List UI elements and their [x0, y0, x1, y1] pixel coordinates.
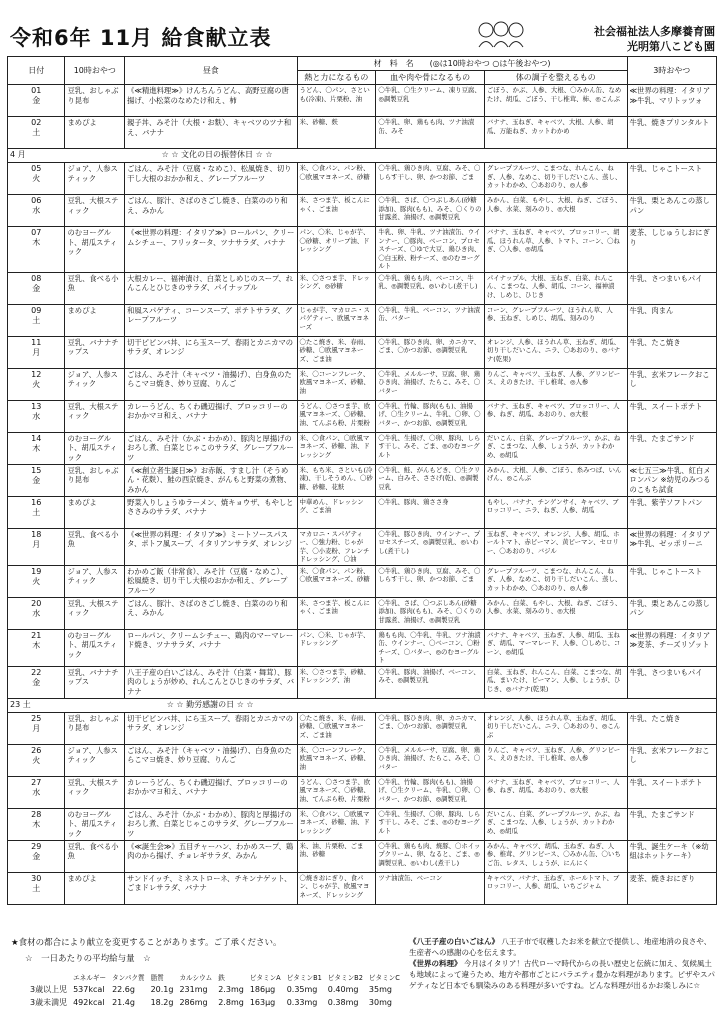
protein-foods-cell: 〇牛乳、さば、〇つぶしあん(砂糖添加)、豚肉(もも)、みそ、〇くりの甘露煮、油揚げ、◎調製豆乳	[376, 195, 485, 227]
pm-snack-cell: 牛乳、さつまいもパイ	[627, 666, 716, 698]
menu-table	[7, 56, 717, 905]
protein-foods-cell: 〇牛乳、豚肉、鶏ささ身	[376, 496, 485, 528]
lunch-cell: 切干ピビンバ丼、にら玉スープ、春雨とカニカマのサラダ、オレンジ	[125, 712, 297, 744]
day-number: 13	[31, 401, 42, 411]
nutrition-value: 0.40mg	[327, 985, 359, 994]
date-cell	[8, 629, 65, 666]
lunch-cell: ごはん、みそ汁（豆腐・なめこ）、松風焼き、切り干し大根のおかか和え、グレープフルーツ	[125, 163, 297, 195]
lunch-cell: 《≪創立者生誕日≫》お赤飯、すまし汁（そうめん・花麩）、鮭の西京焼き、がんもと野菜の煮物、みかん	[125, 464, 297, 496]
vitamin-foods-cell: りんご、キャベツ、玉ねぎ、人参、グリンピース、えのきたけ、干し椎茸、◎人参	[484, 744, 627, 776]
day-number: 21	[31, 630, 42, 640]
lunch-cell: ごはん、みそ汁（キャベツ・油揚げ）、白身魚のたらこマヨ焼き、炒り豆腐、りんご	[125, 368, 297, 400]
holiday-row	[8, 698, 717, 712]
day-number: 07	[31, 228, 42, 237]
date-cell	[8, 432, 65, 464]
vitamin-foods-cell: グレープフルーツ、こまつな、れんこん、ねぎ、人参、なめこ、切り干しだいこん、蒸し、カットわかめ、〇あおのり、◎人参	[484, 163, 627, 195]
vitamin-foods-cell: オレンジ、人参、ほうれん草、玉ねぎ、胡瓜、切り干しだいこん、ニラ、〇あおのり、◎こんぶ	[484, 712, 627, 744]
nutrition-value: 231mg	[179, 985, 208, 994]
date-cell	[8, 565, 65, 597]
am-snack-cell: 豆乳、大根スティック	[65, 400, 125, 432]
menu-day-row	[8, 840, 717, 872]
lunch-cell: ロールパン、クリームシチュー、鶏肉のマーマレード焼き、ツナサラダ、バナナ	[125, 629, 297, 666]
pm-snack-cell: ≪世界の料理：イタリア≫牛乳、ゼッポリーニ	[627, 528, 716, 565]
energy-foods-cell: 米、〇食パン、パン粉、〇欧風マヨネーズ、砂糖	[297, 565, 376, 597]
lunch-cell: 切干ピビンバ丼、にら玉スープ、春雨とカニカマのサラダ、オレンジ	[125, 336, 297, 368]
pm-snack-cell: 牛乳、焼きプリンタルト	[627, 117, 716, 149]
weekday: 土	[32, 507, 41, 517]
lunch-cell: 野菜入りしょうゆラーメン、焼キョウザ、もやしとささみのサラダ、バナナ	[125, 496, 297, 528]
protein-foods-cell: 〇牛乳、豚ひき肉、卵、カニカマ、ごま、〇かつお節、◎調製豆乳	[376, 712, 485, 744]
change-notice: ★食材の都合により献立を変更することがあります。ご了承ください。	[11, 938, 282, 948]
vitamin-foods-cell: だいこん、白菜、グレープフルーツ、かぶ、ねぎ、こまつな、人参、しょうが、カットわかめ、◎胡瓜	[484, 432, 627, 464]
pm-snack-cell: ≪世界の料理：イタリア≫牛乳、マリトッツォ	[627, 85, 716, 117]
day-number: 25	[31, 713, 42, 723]
protein-foods-cell: 〇牛乳、生揚げ、〇卵、豚肉、しらす干し、みそ、ごま、◎のむヨーグルト	[376, 432, 485, 464]
pm-snack-cell: 牛乳、栗とあんこの蒸しパン	[627, 195, 716, 227]
weekday: 水	[32, 787, 41, 797]
day-number: 29	[31, 841, 42, 851]
weekday: 木	[32, 640, 41, 650]
children-mascot-icon	[476, 20, 526, 48]
energy-foods-cell: 〇焼きおにぎり、食パン、じゃが芋、欧風マヨネーズ、ドレッシング	[297, 872, 376, 904]
col-lunch-header: 昼食	[125, 57, 297, 85]
weekday: 水	[32, 608, 41, 618]
am-snack-cell: 豆乳、大根スティック	[65, 776, 125, 808]
nutrition-header: エネルギー	[73, 973, 107, 982]
col-energy-header: 熱と力になるもの	[297, 71, 376, 85]
vitamin-foods-cell: キャベツ、バナナ、玉ねぎ、ホールトマト、ブロッコリー、人参、胡瓜、いちごジャム	[484, 872, 627, 904]
am-snack-cell: 豆乳、おしゃぶり昆布	[65, 85, 125, 117]
energy-foods-cell: 米、〇食パン、〇欧風マヨネーズ、砂糖、油、ドレッシング	[297, 808, 376, 840]
col-protein-header: 血や肉や骨になるもの	[376, 71, 485, 85]
weekday: 月	[32, 539, 41, 549]
nutrition-header: カルシウム	[179, 973, 213, 982]
weekday: 月	[32, 347, 41, 357]
am-snack-cell: 豆乳、食べる小魚	[65, 528, 125, 565]
date-cell	[8, 400, 65, 432]
nutrition-header: ビタミンB2	[327, 973, 363, 982]
nutrition-header: 脂質	[150, 973, 164, 982]
pm-snack-cell: 牛乳、たこ焼き	[627, 336, 716, 368]
energy-foods-cell: うどん、〇さつま芋、欧風マヨネーズ、〇砂糖、油、てんぷら粉、片栗粉	[297, 400, 376, 432]
col-date-header: 日付	[8, 57, 65, 85]
age-group-label: 3歳以上児	[30, 985, 68, 994]
date-cell	[8, 496, 65, 528]
day-number: 22	[31, 667, 42, 677]
date-cell	[8, 195, 65, 227]
vitamin-foods-cell: みかん、大根、人参、ごぼう、糸みつば、いんげん、◎こんぶ	[484, 464, 627, 496]
am-snack-cell: 豆乳、食べる小魚	[65, 272, 125, 304]
day-number: 14	[31, 433, 42, 443]
am-snack-cell: 豆乳、大根スティック	[65, 195, 125, 227]
nutrition-header: ビタミンB1	[286, 973, 322, 982]
weekday: 金	[32, 96, 41, 105]
weekday: 火	[32, 379, 41, 389]
date-cell	[8, 808, 65, 840]
am-snack-cell: 豆乳、バナナチップス	[65, 666, 125, 698]
vitamin-foods-cell: オレンジ、人参、ほうれん草、玉ねぎ、胡瓜、切り干しだいこん、ニラ、〇あおのり、◎バナナ(乾果)	[484, 336, 627, 368]
lunch-cell: カレーうどん、ちくわ磯辺揚げ、ブロッコリーのおかかマヨ和え、バナナ	[125, 776, 297, 808]
menu-day-row	[8, 808, 717, 840]
lunch-cell: ごはん、みそ汁（かぶ・わかめ）、豚肉と厚揚げのおろし煮、白菜とじゃこのサラダ、グレープフルーツ	[125, 808, 297, 840]
day-number: 05	[31, 164, 42, 173]
menu-day-row	[8, 272, 717, 304]
vitamin-foods-cell: バナナ、玉ねぎ、キャベツ、ブロッコリー、胡瓜、ほうれん草、人参、トマト、コーン、〇ねぎ、〇人参、◎胡瓜	[484, 227, 627, 273]
lunch-cell: 《≪世界の料理：イタリア≫》ロールパン、クリームシチュー、フリッタータ、ツナサラダ、バナナ	[125, 227, 297, 273]
am-snack-cell: まめぴよ	[65, 304, 125, 336]
pm-snack-cell: 牛乳、玄米フレークおこし	[627, 744, 716, 776]
world-cuisine-note: 今月はイタリア！古代ローマ時代からの長い歴史と伝統に加え、気候風土も地域によって違うため、地方や都市ごとにバラエティ豊かな料理があります。ピザやスパゲティなど日本でも馴染みのある料理が多いですね。どんな料理が出るかお楽しみに☆	[409, 959, 715, 990]
am-snack-cell: 豆乳、おしゃぶり昆布	[65, 464, 125, 496]
protein-foods-cell: 〇牛乳、牛乳、ベーコン、ツナ油漬缶、バター	[376, 304, 485, 336]
energy-foods-cell: 米、〇さつま芋、ドレッシング、◎砂糖	[297, 272, 376, 304]
energy-foods-cell: 米、〇さつま芋、砂糖、ドレッシング、油	[297, 666, 376, 698]
nutrition-value: 22.6g	[112, 985, 135, 994]
nutrition-table	[27, 970, 403, 1009]
weekday: 金	[32, 475, 41, 485]
organization-name: 社会福祉法人多摩養育園 光明第八こども園	[594, 25, 715, 53]
menu-day-row	[8, 872, 717, 904]
am-snack-cell: 豆乳、食べる小魚	[65, 840, 125, 872]
pm-snack-cell: 牛乳、誕生ケーキ（※幼組はホットケーキ）	[627, 840, 716, 872]
nutrition-value: 492kcal	[73, 998, 105, 1007]
page-footer	[7, 934, 717, 1020]
am-snack-cell: まめぴよ	[65, 117, 125, 149]
weekday: 木	[32, 819, 41, 829]
nutrition-value: 20.1g	[150, 985, 174, 994]
menu-day-row	[8, 712, 717, 744]
lunch-cell: 《≪世界の料理：イタリア≫》ミートソースパスタ、ポトフ風スープ、イタリアンサラダ、オレンジ	[125, 528, 297, 565]
menu-day-row	[8, 629, 717, 666]
nutrition-value: 21.4g	[112, 998, 135, 1007]
age-group-label: 3歳未満児	[30, 998, 68, 1007]
am-snack-cell: ジョア、人参スティック	[65, 163, 125, 195]
nutrition-value: 186μg	[249, 985, 276, 994]
energy-foods-cell: 米、さつま芋、板こんにゃく、ごま油	[297, 195, 376, 227]
nutrition-value: 286mg	[179, 998, 208, 1007]
date-cell	[8, 368, 65, 400]
date-cell	[8, 464, 65, 496]
pm-snack-cell: ≪世界の料理：イタリア≫麦茶、チーズリゾット	[627, 629, 716, 666]
pm-snack-cell: ≪七五三≫牛乳、紅白メロンパン ※幼児のみつるのこもち試食	[627, 464, 716, 496]
date-cell	[8, 872, 65, 904]
day-number: 06	[31, 196, 42, 205]
date-cell	[8, 336, 65, 368]
pm-snack-cell: 牛乳、たこ焼き	[627, 712, 716, 744]
weekday: 金	[32, 851, 41, 861]
energy-foods-cell: うどん、〇パン、さといも(冷凍)、片栗粉、油	[297, 85, 376, 117]
am-snack-cell: ジョア、人参スティック	[65, 744, 125, 776]
day-number: 12	[31, 369, 42, 379]
protein-foods-cell: 〇牛乳、メルルーサ、豆腐、卵、鶏ひき肉、油揚げ、たらこ、みそ、〇バター	[376, 744, 485, 776]
weekday: 月	[32, 723, 41, 733]
page-header	[4, 4, 719, 56]
nutrition-value: 18.2g	[150, 998, 174, 1007]
protein-foods-cell: 〇牛乳、生揚げ、〇卵、豚肉、しらす干し、みそ、ごま、◎のむヨーグルト	[376, 808, 485, 840]
day-number: 19	[31, 566, 42, 576]
weekday: 木	[32, 238, 41, 247]
energy-foods-cell: 〇たこ焼き、米、春雨、砂糖、〇欧風マヨネーズ、ごま油	[297, 336, 376, 368]
protein-foods-cell: 〇牛乳、卵、鶏もも肉、ツナ油漬缶、みそ	[376, 117, 485, 149]
pm-snack-cell: 牛乳、栗とあんこの蒸しパン	[627, 597, 716, 629]
nutrition-header: タンパク質	[112, 973, 145, 982]
weekday: 金	[32, 677, 41, 687]
vitamin-foods-cell: グレープフルーツ、こまつな、れんこん、ねぎ、人参、なめこ、切り干しだいこん、蒸し、カットわかめ、〇あおのり、◎人参	[484, 565, 627, 597]
energy-foods-cell: 米、油、片栗粉、ごま油、砂糖	[297, 840, 376, 872]
protein-foods-cell: 〇牛乳、メルルーサ、豆腐、卵、鶏ひき肉、油揚げ、たらこ、みそ、〇バター	[376, 368, 485, 400]
nutrition-row	[27, 983, 403, 996]
energy-foods-cell: 〇たこ焼き、米、春雨、砂糖、〇欧風マヨネーズ、ごま油	[297, 712, 376, 744]
weekday: 火	[32, 755, 41, 765]
weekday: 土	[32, 883, 41, 893]
am-snack-cell: 豆乳、おしゃぶり昆布	[65, 712, 125, 744]
energy-foods-cell: じゃが芋、マカロニ・スパゲティー、欧風マヨネーズ	[297, 304, 376, 336]
nutrition-value: 2.8mg	[218, 998, 244, 1007]
am-snack-cell: ジョア、人参スティック	[65, 368, 125, 400]
energy-foods-cell: 米、〇コーンフレーク、欧風マヨネーズ、砂糖、油	[297, 368, 376, 400]
nutrition-value: 2.3mg	[218, 985, 244, 994]
weekday: 水	[32, 206, 41, 215]
date-cell	[8, 528, 65, 565]
day-number: 26	[31, 745, 42, 755]
pm-snack-cell: 麦茶、焼きおにぎり	[627, 872, 716, 904]
world-cuisine-note-title: 《世界の料理》	[409, 959, 462, 968]
protein-foods-cell: 〇牛乳、豚ひき肉、卵、カニカマ、ごま、〇かつお節、◎調製豆乳	[376, 336, 485, 368]
menu-day-row	[8, 336, 717, 368]
vitamin-foods-cell: 白菜、玉ねぎ、れんこん、白菜、こまつな、胡瓜、まいたけ、ピーマン、人参、しょうが、ひじき、◎バナナ(乾果)	[484, 666, 627, 698]
menu-day-row	[8, 744, 717, 776]
nutrition-header: 鉄	[218, 973, 225, 982]
menu-day-row	[8, 496, 717, 528]
pm-snack-cell: 牛乳、さつまいもパイ	[627, 272, 716, 304]
nutrition-value: 163μg	[249, 998, 276, 1007]
pm-snack-cell: 牛乳、肉まん	[627, 304, 716, 336]
protein-foods-cell: 〇牛乳、鶏ひき肉、豆腐、みそ、〇しらす干し、卵、かつお節、ごま	[376, 565, 485, 597]
local-rice-note-title: 《八王子産の白いごはん》	[409, 937, 499, 946]
date-cell	[8, 304, 65, 336]
date-cell	[8, 117, 65, 149]
vitamin-foods-cell: コーン、グレープフルーツ、ほうれん草、人参、玉ねぎ、しめじ、胡瓜、刻みのり	[484, 304, 627, 336]
col-pm-snack-header: 3時おやつ	[627, 57, 716, 85]
energy-foods-cell: 米、砂糖、麩	[297, 117, 376, 149]
protein-foods-cell: 〇牛乳、竹輪、豚肉(もも)、油揚げ、〇生クリーム、牛乳、〇卵、〇バター、かつお節、◎調製豆乳	[376, 776, 485, 808]
date-cell	[8, 163, 65, 195]
pm-snack-cell: 牛乳、スイートポテト	[627, 776, 716, 808]
menu-day-row	[8, 304, 717, 336]
nutrition-value: 0.35mg	[286, 985, 318, 994]
page-title: 令和6年 11月 給食献立表	[10, 26, 272, 50]
lunch-cell: 和風スパゲティ、コーンスープ、ポテトサラダ、グレープフルーツ	[125, 304, 297, 336]
energy-foods-cell: 米、もち米、さといも(冷凍)、干しそうめん、〇砂糖、砂糖、花麩	[297, 464, 376, 496]
pm-snack-cell: 牛乳、たまごサンド	[627, 432, 716, 464]
holiday-text: 4 月 ☆ ☆ 文化の日の振替休日 ☆ ☆	[8, 149, 717, 163]
menu-day-row	[8, 528, 717, 565]
date-cell	[8, 85, 65, 117]
nutrition-header: ビタミンA	[249, 973, 281, 982]
lunch-cell: カレーうどん、ちくわ磯辺揚げ、ブロッコリーのおかかマヨ和え、バナナ	[125, 400, 297, 432]
nutrition-title: ☆ 一日あたりの平均給与量 ☆	[25, 954, 151, 964]
lunch-cell: ごはん、豚汁、さばのさごし焼き、白菜ののり和え、みかん	[125, 597, 297, 629]
protein-foods-cell: 〇牛乳、鶏ひき肉、豆腐、みそ、〇しらす干し、卵、かつお節、ごま	[376, 163, 485, 195]
menu-day-row	[8, 400, 717, 432]
vitamin-foods-cell: もやし、バナナ、チンゲンサイ、キャベツ、ブロッコリー、ニラ、ねぎ、人参、胡瓜	[484, 496, 627, 528]
lunch-cell: 大根カレー、福神漬け、白菜としめじのスープ、れんこんとひじきのサラダ、パイナップル	[125, 272, 297, 304]
menu-day-row	[8, 368, 717, 400]
menu-day-row	[8, 565, 717, 597]
date-cell	[8, 597, 65, 629]
am-snack-cell: 豆乳、バナナチップス	[65, 336, 125, 368]
pm-snack-cell: 麦茶、しじゅうしおにぎり	[627, 227, 716, 273]
nutrition-value: 537kcal	[73, 985, 105, 994]
protein-foods-cell: 鶏もも肉、〇牛乳、牛乳、ツナ油漬缶、ウインナー、〇ベーコン、〇粉チーズ、〇バター、◎のむヨーグルト	[376, 629, 485, 666]
lunch-cell: サンドイッチ、ミネストローネ、チキンナゲット、ごまドレサラダ、バナナ	[125, 872, 297, 904]
day-number: 30	[31, 873, 42, 883]
day-number: 15	[31, 465, 42, 475]
energy-foods-cell: うどん、〇さつま芋、欧風マヨネーズ、〇砂糖、油、てんぷら粉、片栗粉	[297, 776, 376, 808]
nutrition-value: 0.33mg	[286, 998, 318, 1007]
weekday: 金	[32, 283, 41, 293]
menu-day-row	[8, 432, 717, 464]
am-snack-cell: まめぴよ	[65, 496, 125, 528]
energy-foods-cell: 米、〇食パン、パン粉、〇欧風マヨネーズ、砂糖	[297, 163, 376, 195]
weekday: 木	[32, 443, 41, 453]
day-number: 27	[31, 777, 42, 787]
protein-foods-cell: 〇牛乳、鶏もも肉、焼豚、〇ホイップクリーム、卵、なると、ごま、◎調製豆乳、◎いわし(煮干し)	[376, 840, 485, 872]
protein-foods-cell: 〇牛乳、鮭、がんもどき、〇生クリーム、白みそ、ささげ(乾)、◎調製豆乳	[376, 464, 485, 496]
weekday: 土	[32, 315, 41, 325]
date-cell	[8, 840, 65, 872]
lunch-cell: 八王子産の白いごはん、みそ汁（白菜・舞茸）、豚肉のしょうが炒め、れんこんとひじきのサラダ、バナナ	[125, 666, 297, 698]
protein-foods-cell: 〇牛乳、〇生クリーム、凍り豆腐、◎調製豆乳	[376, 85, 485, 117]
vitamin-foods-cell: バナナ、玉ねぎ、キャベツ、大根、人参、胡瓜、万能ねぎ、カットわかめ	[484, 117, 627, 149]
lunch-cell: わかめご飯（非常食）、みそ汁（豆腐・なめこ）、松風焼き、切り干し大根のおかか和え、グレープフルーツ	[125, 565, 297, 597]
menu-day-row	[8, 163, 717, 195]
menu-notes	[409, 936, 717, 991]
protein-foods-cell: 牛乳、卵、牛乳、ツナ油漬缶、ウインナー、〇豚肉、ベーコン、プロセスチーズ、〇ゆで大豆、鶏ひき肉、〇白玉粉、粉チーズ、◎のむヨーグルト	[376, 227, 485, 273]
vitamin-foods-cell: 玉ねぎ、キャベツ、オレンジ、人参、胡瓜、ホールトマト、赤ピーマン、黄ピーマン、セロリー、〇あおのり、バジル	[484, 528, 627, 565]
energy-foods-cell: マカロニ・スパゲティー、〇強力粉、じゃが芋、〇小麦粉、フレンチドレッシング、〇油	[297, 528, 376, 565]
protein-foods-cell: 〇牛乳、竹輪、豚肉(もも)、油揚げ、〇生クリーム、牛乳、〇卵、〇バター、かつお節、◎調製豆乳	[376, 400, 485, 432]
col-am-snack-header: 10時おやつ	[65, 57, 125, 85]
day-number: 28	[31, 809, 42, 819]
am-snack-cell: まめぴよ	[65, 872, 125, 904]
holiday-text: 23 土 ☆ ☆ 勤労感謝の日 ☆ ☆	[8, 698, 717, 712]
vitamin-foods-cell: みかん、白菜、もやし、大根、ねぎ、ごぼう、人参、水菜、刻みのり、◎大根	[484, 597, 627, 629]
lunch-cell: 《≪誕生会≫》五目チャーハン、わかめスープ、鶏肉のから揚げ、チョレギサラダ、みかん	[125, 840, 297, 872]
am-snack-cell: のむヨーグルト、胡瓜スティック	[65, 432, 125, 464]
day-number: 11	[31, 337, 42, 347]
menu-day-row	[8, 227, 717, 273]
vitamin-foods-cell: バナナ、キャベツ、玉ねぎ、人参、胡瓜、玉ねぎ、胡瓜、マーマレード、人参、〇しめじ、コーン、◎胡瓜	[484, 629, 627, 666]
date-cell	[8, 666, 65, 698]
weekday: 火	[32, 576, 41, 586]
nutrition-row	[27, 996, 403, 1009]
vitamin-foods-cell: パイナップル、大根、玉ねぎ、白菜、れんこん、こまつな、人参、胡瓜、コーン、福神漬け、しめじ、ひじき	[484, 272, 627, 304]
lunch-cell: ごはん、みそ汁（かぶ・わかめ）、豚肉と厚揚げのおろし煮、白菜とじゃこのサラダ、グレープフルーツ	[125, 432, 297, 464]
day-number: 01	[31, 86, 42, 95]
weekday: 火	[32, 174, 41, 183]
lunch-cell: 親子丼、みそ汁（大根・お麩）、キャベツのツナ和え、バナナ	[125, 117, 297, 149]
menu-day-row	[8, 195, 717, 227]
weekday: 土	[32, 128, 41, 137]
menu-day-row	[8, 597, 717, 629]
nutrition-header: ビタミンC	[368, 973, 400, 982]
energy-foods-cell: パン、〇米、じゃが芋、ドレッシング	[297, 629, 376, 666]
vitamin-foods-cell: バナナ、玉ねぎ、キャベツ、ブロッコリー、人参、ねぎ、胡瓜、あおのり、◎大根	[484, 776, 627, 808]
lunch-cell: ごはん、豚汁、さばのさごし焼き、白菜ののり和え、みかん	[125, 195, 297, 227]
weekday: 水	[32, 411, 41, 421]
vitamin-foods-cell: バナナ、玉ねぎ、キャベツ、ブロッコリー、人参、ねぎ、胡瓜、あおのり、◎大根	[484, 400, 627, 432]
col-materials-header: 材 料 名 (◎は10時おやつ ○は午後おやつ)	[297, 57, 627, 71]
date-cell	[8, 227, 65, 273]
vitamin-foods-cell: りんご、キャベツ、玉ねぎ、人参、グリンピース、えのきたけ、干し椎茸、◎人参	[484, 368, 627, 400]
protein-foods-cell: 〇牛乳、豚ひき肉、ウインナー、プロセスチーズ、◎調製豆乳、◎いわし(煮干し)	[376, 528, 485, 565]
date-cell	[8, 272, 65, 304]
day-number: 02	[31, 118, 42, 127]
energy-foods-cell: 米、〇コーンフレーク、欧風マヨネーズ、砂糖、油	[297, 744, 376, 776]
pm-snack-cell: 牛乳、たまごサンド	[627, 808, 716, 840]
am-snack-cell: ジョア、人参スティック	[65, 565, 125, 597]
date-cell	[8, 712, 65, 744]
vitamin-foods-cell: ごぼう、かぶ、人参、大根、〇みかん缶、なめたけ、胡瓜、ごぼう、干し椎茸、柿、◎こんぶ	[484, 85, 627, 117]
date-cell	[8, 776, 65, 808]
day-number: 18	[31, 529, 42, 539]
day-number: 20	[31, 598, 42, 608]
protein-foods-cell: 〇牛乳、鶏もも肉、ベーコン、牛乳、◎調製豆乳、◎いわし(煮干し)	[376, 272, 485, 304]
date-cell	[8, 744, 65, 776]
protein-foods-cell: 〇牛乳、豚肉、油揚げ、ベーコン、みそ、◎調製豆乳	[376, 666, 485, 698]
energy-foods-cell: 中華めん、ドレッシング、ごま油	[297, 496, 376, 528]
nutrition-value: 35mg	[368, 985, 392, 994]
day-number: 16	[31, 497, 42, 507]
am-snack-cell: のむヨーグルト、胡瓜スティック	[65, 629, 125, 666]
col-vitamin-header: 体の調子を整えるもの	[484, 71, 627, 85]
menu-day-row	[8, 85, 717, 117]
lunch-cell: 《≪精進料理≫》けんちんうどん、高野豆腐の唐揚げ、小松菜のなめたけ和え、柿	[125, 85, 297, 117]
energy-foods-cell: パン、〇米、じゃが芋、〇砂糖、オリーブ油、ドレッシング	[297, 227, 376, 273]
vitamin-foods-cell: みかん、キャベツ、胡瓜、玉ねぎ、ねぎ、人参、椎茸、グリンピース、〇みかん缶、〇いちご缶、レタス、しょうが、にんにく	[484, 840, 627, 872]
vitamin-foods-cell: だいこん、白菜、グレープフルーツ、かぶ、ねぎ、こまつな、人参、しょうが、カットわかめ、◎胡瓜	[484, 808, 627, 840]
am-snack-cell: のむヨーグルト、胡瓜スティック	[65, 227, 125, 273]
holiday-row	[8, 149, 717, 163]
protein-foods-cell: 〇牛乳、さば、〇つぶしあん(砂糖添加)、豚肉(もも)、みそ、〇くりの甘露煮、油揚げ、◎調製豆乳	[376, 597, 485, 629]
menu-day-row	[8, 464, 717, 496]
pm-snack-cell: 牛乳、じゃこトースト	[627, 565, 716, 597]
menu-day-row	[8, 776, 717, 808]
menu-day-row	[8, 666, 717, 698]
protein-foods-cell: ツナ油漬缶、ベーコン	[376, 872, 485, 904]
nutrition-value: 0.38mg	[327, 998, 359, 1007]
day-number: 08	[31, 273, 42, 283]
day-number: 09	[31, 305, 42, 315]
pm-snack-cell: 牛乳、スイートポテト	[627, 400, 716, 432]
am-snack-cell: 豆乳、大根スティック	[65, 597, 125, 629]
pm-snack-cell: 牛乳、玄米フレークおこし	[627, 368, 716, 400]
local-rice-note: 八王子市で収穫したお米を献立で提供し、地産地消の良さや、生産者への感謝の心を伝えます。	[409, 937, 712, 957]
nutrition-value: 30mg	[368, 998, 392, 1007]
am-snack-cell: のむヨーグルト、胡瓜スティック	[65, 808, 125, 840]
lunch-cell: ごはん、みそ汁（キャベツ・油揚げ）、白身魚のたらこマヨ焼き、炒り豆腐、りんご	[125, 744, 297, 776]
pm-snack-cell: 牛乳、紫芋ソフトパン	[627, 496, 716, 528]
energy-foods-cell: 米、〇食パン、〇欧風マヨネーズ、砂糖、油、ドレッシング	[297, 432, 376, 464]
energy-foods-cell: 米、さつま芋、板こんにゃく、ごま油	[297, 597, 376, 629]
vitamin-foods-cell: みかん、白菜、もやし、大根、ねぎ、ごぼう、人参、水菜、刻みのり、◎大根	[484, 195, 627, 227]
pm-snack-cell: 牛乳、じゃこトースト	[627, 163, 716, 195]
menu-day-row	[8, 117, 717, 149]
